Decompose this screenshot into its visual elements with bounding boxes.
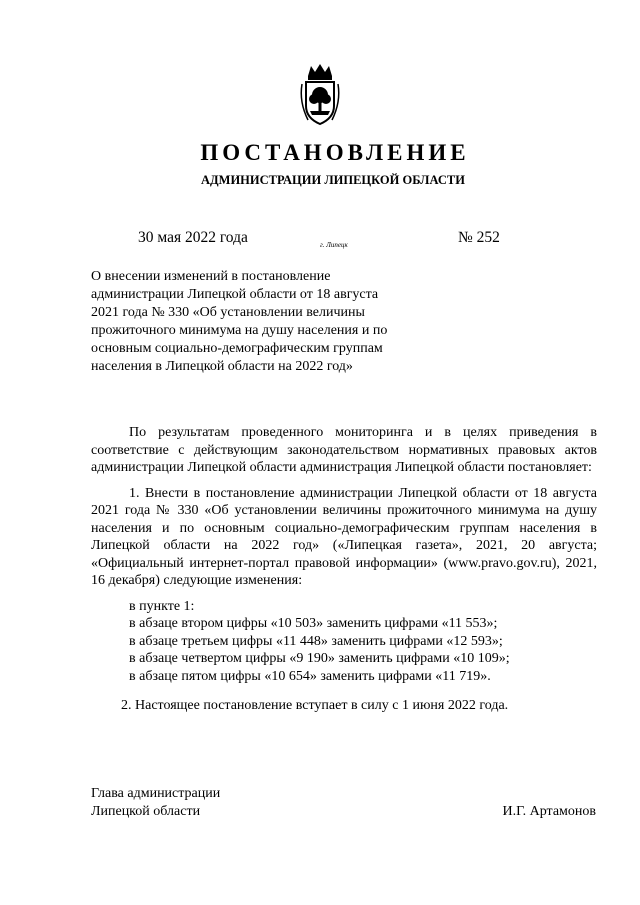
- subject-line: 2021 года № 330 «Об установлении величины: [91, 305, 365, 320]
- preamble-paragraph: По результатам проведенного мониторинга и в целях приведения в соответствие с действующим законодательством нормативных правовых актов администрации Липецкой области администрация Липецкой области постановляет:: [91, 425, 597, 475]
- coat-of-arms-emblem: [298, 62, 342, 128]
- document-title: ПОСТАНОВЛЕНИЕ: [200, 140, 470, 165]
- point-1-paragraph: 1. Внести в постановление администрации Липецкой области от 18 августа 2021 года № 330 «Об установлении величины прожиточного минимума на душу населения и по основным социально-демографическим группам населения в Липецкой области на 2022 год» («Липецкая газета», 2021, 20 августа; «Официальный интернет-портал правовой информации» (www.pravo.gov.ru), 2021, 16 декабря) следующие изменения:: [91, 485, 597, 588]
- subject-line: администрации Липецкой области от 18 августа: [91, 287, 379, 302]
- signatory-position-line: Глава администрации: [91, 786, 221, 801]
- subject-line: О внесении изменений в постановление: [91, 269, 331, 284]
- changes-list: [91, 598, 597, 686]
- change-item: в абзаце пятом цифры «10 654» заменить цифрами «11 719».: [129, 668, 491, 684]
- change-item: в абзаце втором цифры «10 503» заменить цифрами «11 553»;: [129, 616, 498, 631]
- change-item: в абзаце четвертом цифры «9 190» заменить цифрами «10 109»;: [129, 651, 510, 666]
- change-item: в пункте 1:: [129, 598, 195, 614]
- signatory-position-line: Липецкой области: [91, 804, 201, 819]
- document-subtitle: АДМИНИСТРАЦИИ ЛИПЕЦКОЙ ОБЛАСТИ: [201, 173, 465, 187]
- document-date: 30 мая 2022 года: [138, 229, 248, 246]
- document-subject: [91, 268, 411, 376]
- document-body: [91, 424, 597, 715]
- document-number: № 252: [458, 229, 500, 246]
- subject-line: прожиточного минимума на душу населения и по: [91, 323, 388, 338]
- signatory-name: И.Г. Артамонов: [502, 804, 596, 819]
- subject-line: основным социально-демографическим группам: [91, 341, 383, 356]
- change-item: в абзаце третьем цифры «11 448» заменить цифрами «12 593»;: [129, 633, 503, 649]
- document-city: г. Липецк: [320, 241, 348, 249]
- subject-line: населения в Липецкой области на 2022 год»: [91, 359, 353, 374]
- signatory-position: [91, 785, 220, 821]
- point-2-paragraph: 2. Настоящее постановление вступает в силу с 1 июня 2022 года.: [121, 698, 509, 713]
